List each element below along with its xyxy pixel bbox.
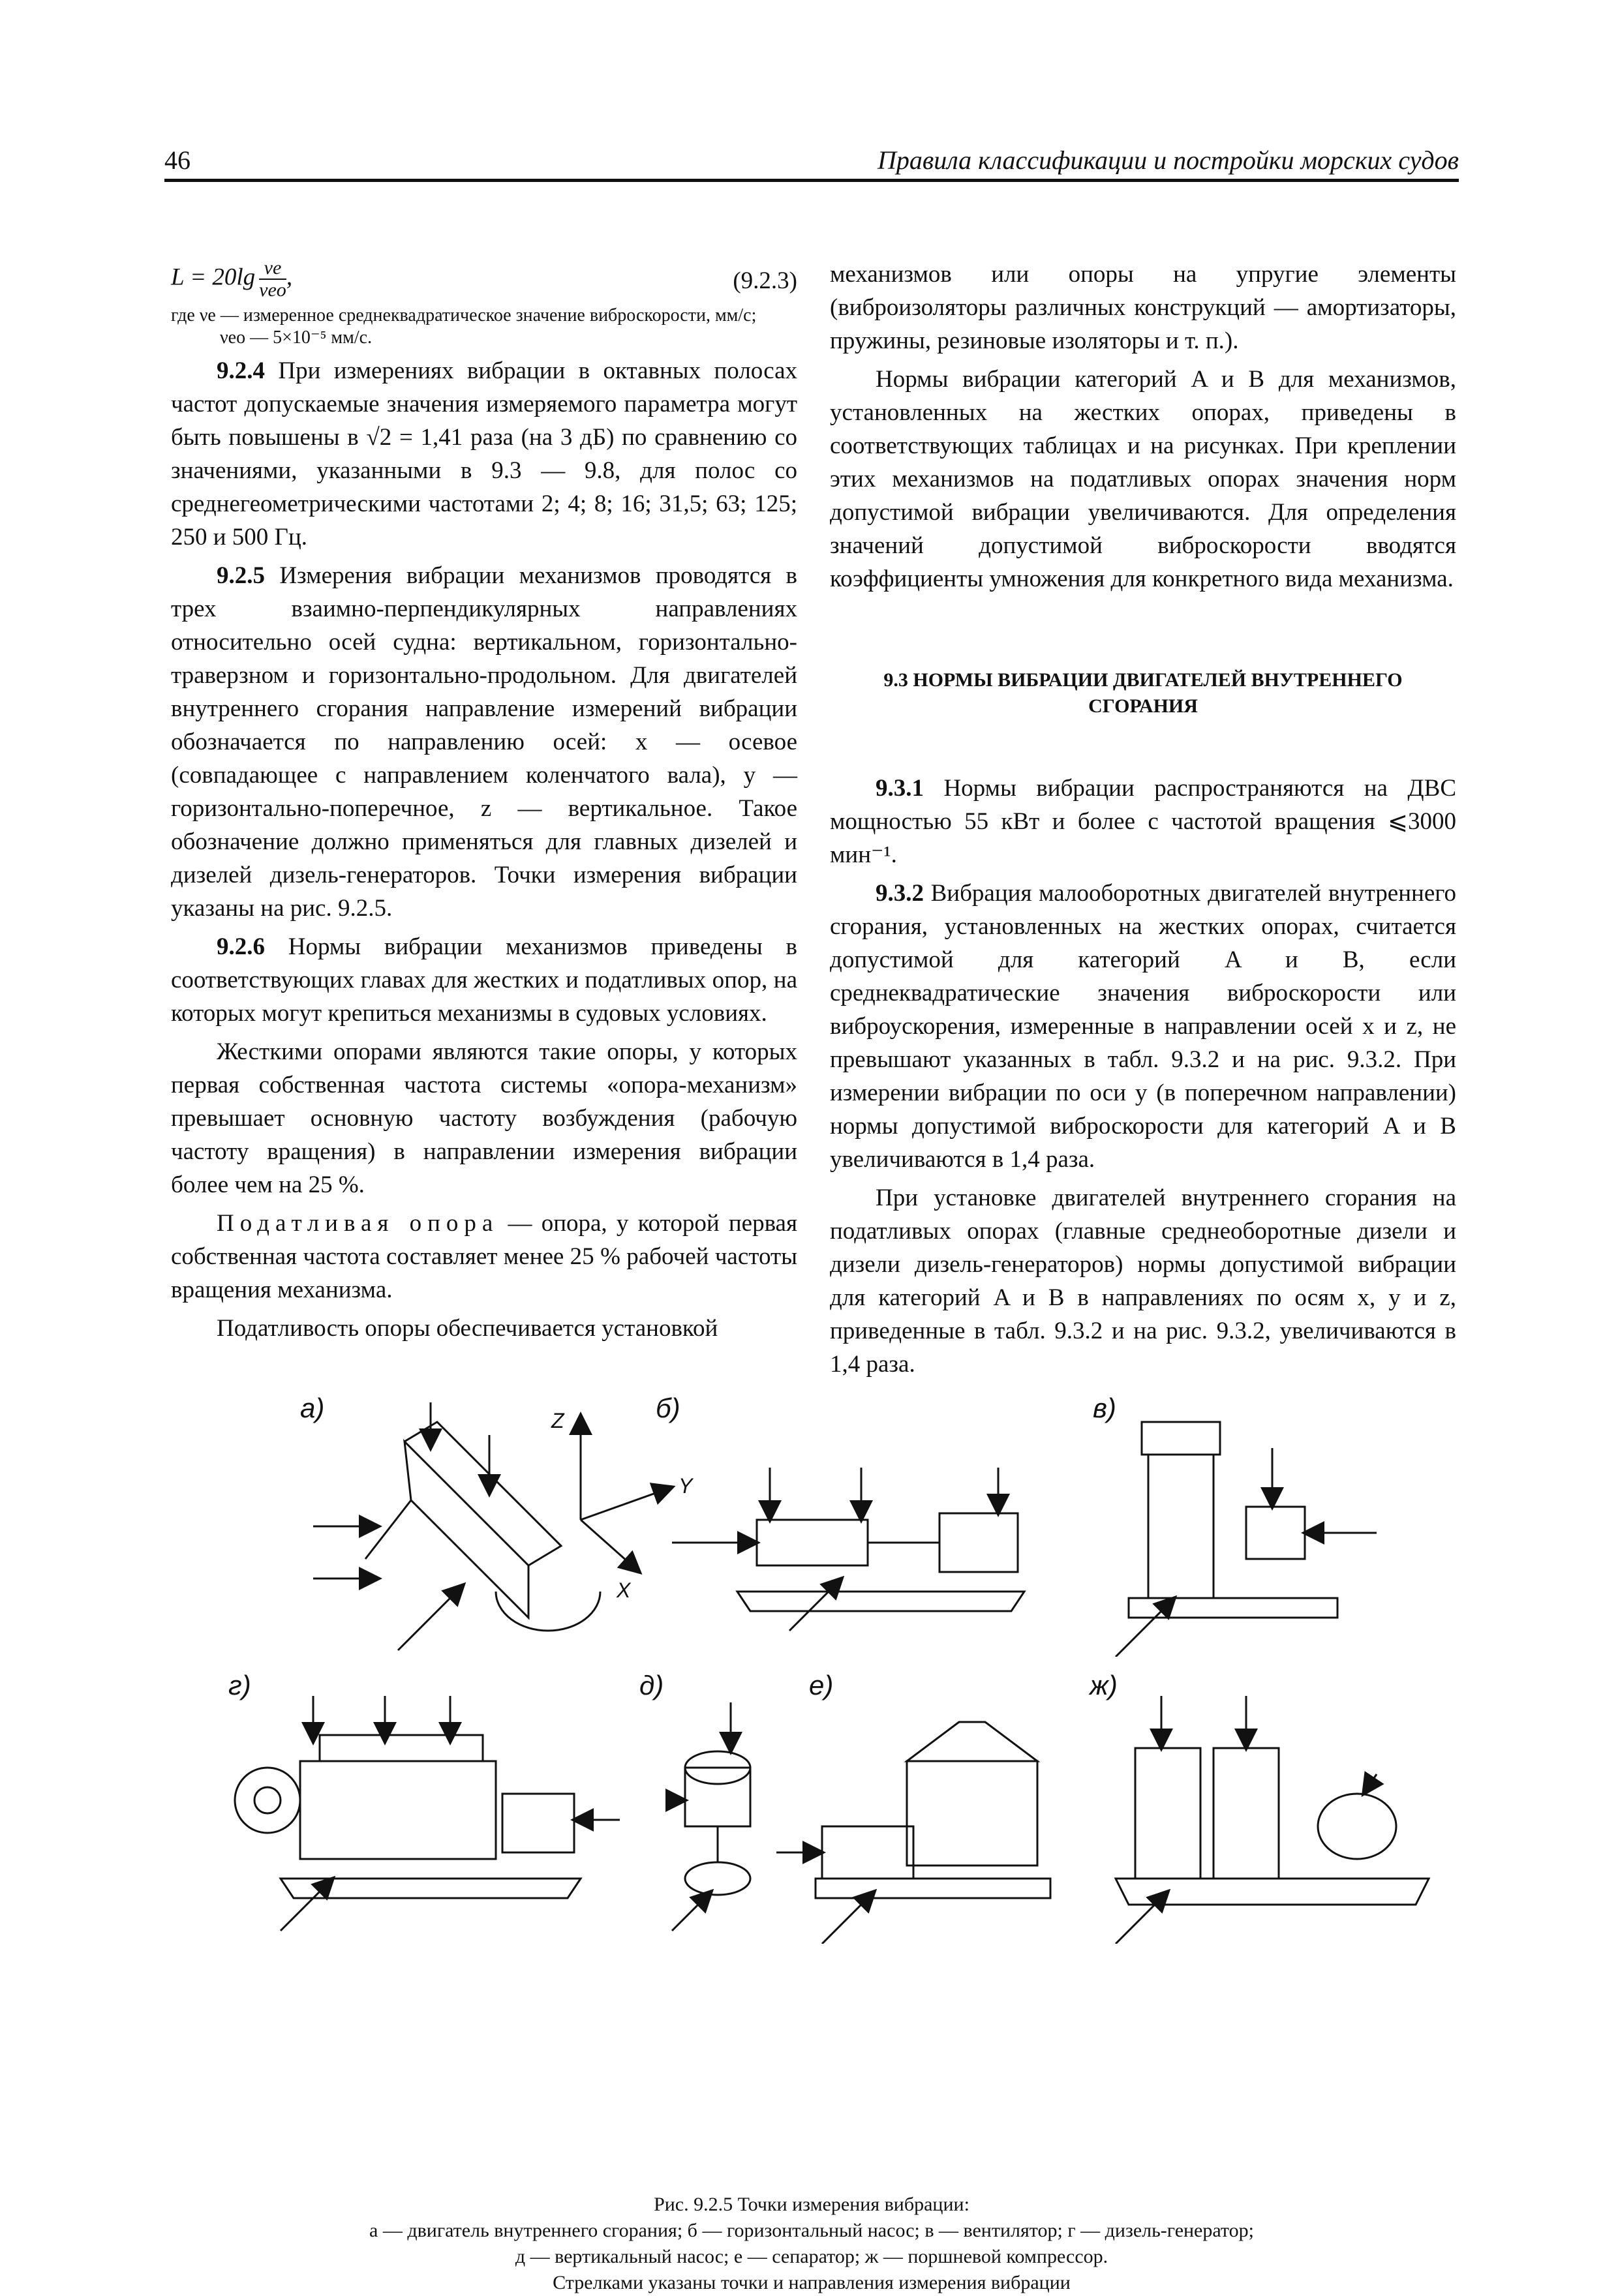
page-number: 46: [164, 145, 191, 175]
label-zh: ж): [1090, 1670, 1118, 1700]
paragraph-text: При измерениях вибрации в октавных полосах частот допускаемые значения измеряемого параметра могут быть повышены в √2 = 1,41 раза (на 3 дБ) по сравнению со значениями, указанными в 9.3 — 9.8, для полос со среднегеометрическими частотами 2; 4; 8; 16; 31,5; 63; 125; 250 и 500 Гц.: [171, 357, 797, 551]
left-column: [171, 258, 797, 1345]
axis-x-label: X: [617, 1578, 631, 1602]
paragraph-compliance: Податливость опоры обеспечивается установкой: [217, 1315, 718, 1342]
formula-denominator: νeo: [259, 279, 286, 301]
label-b: б): [656, 1393, 680, 1423]
paragraph-9-2-5: [171, 559, 797, 925]
paragraph-9-3-2: [830, 877, 1456, 1176]
caption-title: Рис. 9.2.5 Точки измерения вибрации:: [654, 2194, 969, 2215]
paragraph-installation: При установке двигателей внутреннего сгорания на податливых опорах (главные среднеоборотные дизели и дизели дизель-генераторов) нормы допустимой вибрации для категорий A и B в направлениях по осям x, y и z, приведенные в табл. 9.3.2 и на рис. 9.3.2, увеличиваются в 1,4 раза.: [830, 1185, 1456, 1378]
fan-sketch: [1116, 1422, 1377, 1657]
term-compliant-support: Податливая опора: [217, 1210, 499, 1237]
vertical-pump-sketch: [672, 1702, 750, 1931]
paragraph-text: Нормы вибрации механизмов приведены в соответствующих главах для жестких и податливых опор, на которых могут крепиться механизмы в судовых условиях.: [171, 933, 797, 1027]
formula-tail: ,: [286, 264, 293, 291]
clause-number: 9.2.5: [217, 562, 265, 589]
compressor-sketch: [1116, 1696, 1429, 1944]
figure-9-2-5: [215, 1393, 1468, 2263]
diesel-generator-sketch: [235, 1696, 620, 1931]
header-rule: [164, 179, 1459, 182]
paragraph-continuation: механизмов или опоры на упругие элементы (виброизоляторы различных конструкций — амортизаторы, пружины, резиновые изоляторы и т. п.).: [830, 261, 1456, 354]
formula-where-2: νeo — 5×10⁻⁵ мм/с.: [220, 327, 373, 348]
paragraph-text: Нормы вибрации распространяются на ДВС мощностью 55 кВт и более с частотой вращения ⩽3000 мин⁻¹.: [830, 775, 1456, 868]
formula-numerator: νe: [259, 258, 286, 280]
formula-number: (9.2.3): [733, 267, 797, 294]
axis-y-label: Y: [679, 1474, 693, 1498]
axes-sketch: [581, 1415, 672, 1572]
section-title: 9.3 НОРМЫ ВИБРАЦИИ ДВИГАТЕЛЕЙ ВНУТРЕННЕГО СГОРАНИЯ: [883, 669, 1403, 717]
clause-number: 9.3.1: [876, 775, 924, 802]
figure-drawing: [215, 1396, 1468, 1657]
label-a: а): [300, 1393, 325, 1423]
paragraph-text: — опора, у которой первая собственная частота составляет менее 25 % рабочей частоты вращения механизма.: [171, 1210, 798, 1303]
running-title: Правила классификации и постройки морских судов: [877, 145, 1459, 175]
paragraph-norms: Нормы вибрации категорий A и B для механизмов, установленных на жестких опорах, приведены в соответствующих таблицах и на рисунках. При креплении этих механизмов на податливых опорах значения норм допустимой вибрации увеличиваются. Для определения значений допустимой виброскорости вводятся коэффициенты умножения для конкретного вида механизма.: [830, 366, 1456, 592]
right-column: [830, 258, 1456, 1381]
formula-lhs: L = 20lg: [171, 264, 256, 291]
axis-z-label: Z: [551, 1409, 564, 1432]
paragraph-9-3-1: [830, 772, 1456, 871]
formula-9-2-3: [171, 258, 797, 305]
label-v: в): [1093, 1393, 1116, 1423]
label-d: д): [639, 1670, 664, 1700]
caption-line-3: Стрелками указаны точки и направления измерения вибрации: [553, 2272, 1071, 2293]
label-e: е): [809, 1670, 834, 1700]
paragraph-text: Вибрация малооборотных двигателей внутреннего сгорания, установленных на жестких опорах, считается допустимой для категорий A и B, если среднеквадратические значения виброскорости или виброускорения, измеренные в направлении осей x и z, не превышают указанных в табл. 9.3.2 и на рис. 9.3.2. При измерении вибрации по оси y (в поперечном направлении) нормы допустимой виброскорости для категорий A и B увеличиваются в 1,4 раза.: [830, 880, 1456, 1173]
formula-where-1: где νe — измеренное среднеквадратическое значение виброскорости, мм/с;: [171, 305, 757, 325]
paragraph-compliant-support: [171, 1207, 797, 1307]
clause-number: 9.2.4: [217, 357, 265, 384]
clause-number: 9.2.6: [217, 933, 265, 960]
horizontal-pump-sketch: [672, 1468, 1024, 1631]
paragraph-rigid-supports: Жесткими опорами являются такие опоры, у которых первая собственная частота системы «опора-механизм» превышает основную частоту возбуждения (рабочую частоту вращения) в направлении измерения вибрации более чем на 25 %.: [171, 1038, 797, 1198]
clause-number: 9.3.2: [876, 880, 924, 907]
paragraph-text: Измерения вибрации механизмов проводятся в трех взаимно-перпендикулярных направлениях относительно осей судна: вертикальном, горизонтально-траверзном и горизонтально-продольном. Для двигателей внутреннего сгорания направление измерений вибрации обозначается по направлению осей: x — осевое (совпадающее с направлением коленчатого вала), y — горизонтально-поперечное, z — вертикальное. Такое обозначение должно применяться для главных дизелей и дизелей дизель-генераторов. Точки измерения вибрации указаны на рис. 9.2.5.: [171, 562, 797, 922]
caption-line-2: д — вертикальный насос; е — сепаратор; ж — поршневой компрессор.: [515, 2246, 1108, 2267]
page-header: [164, 142, 1459, 180]
paragraph-9-2-4: [171, 354, 797, 554]
paragraph-9-2-6: [171, 930, 797, 1030]
formula-fraction: [259, 258, 286, 301]
separator-sketch: [776, 1722, 1050, 1944]
label-g: г): [228, 1670, 251, 1700]
figure-drawing-row-2: [215, 1683, 1468, 1944]
caption-line-1: а — двигатель внутреннего сгорания; б — горизонтальный насос; в — вентилятор; г — дизель-генератор;: [369, 2220, 1254, 2241]
engine-sketch: [313, 1402, 600, 1650]
figure-caption: [164, 2192, 1459, 2296]
